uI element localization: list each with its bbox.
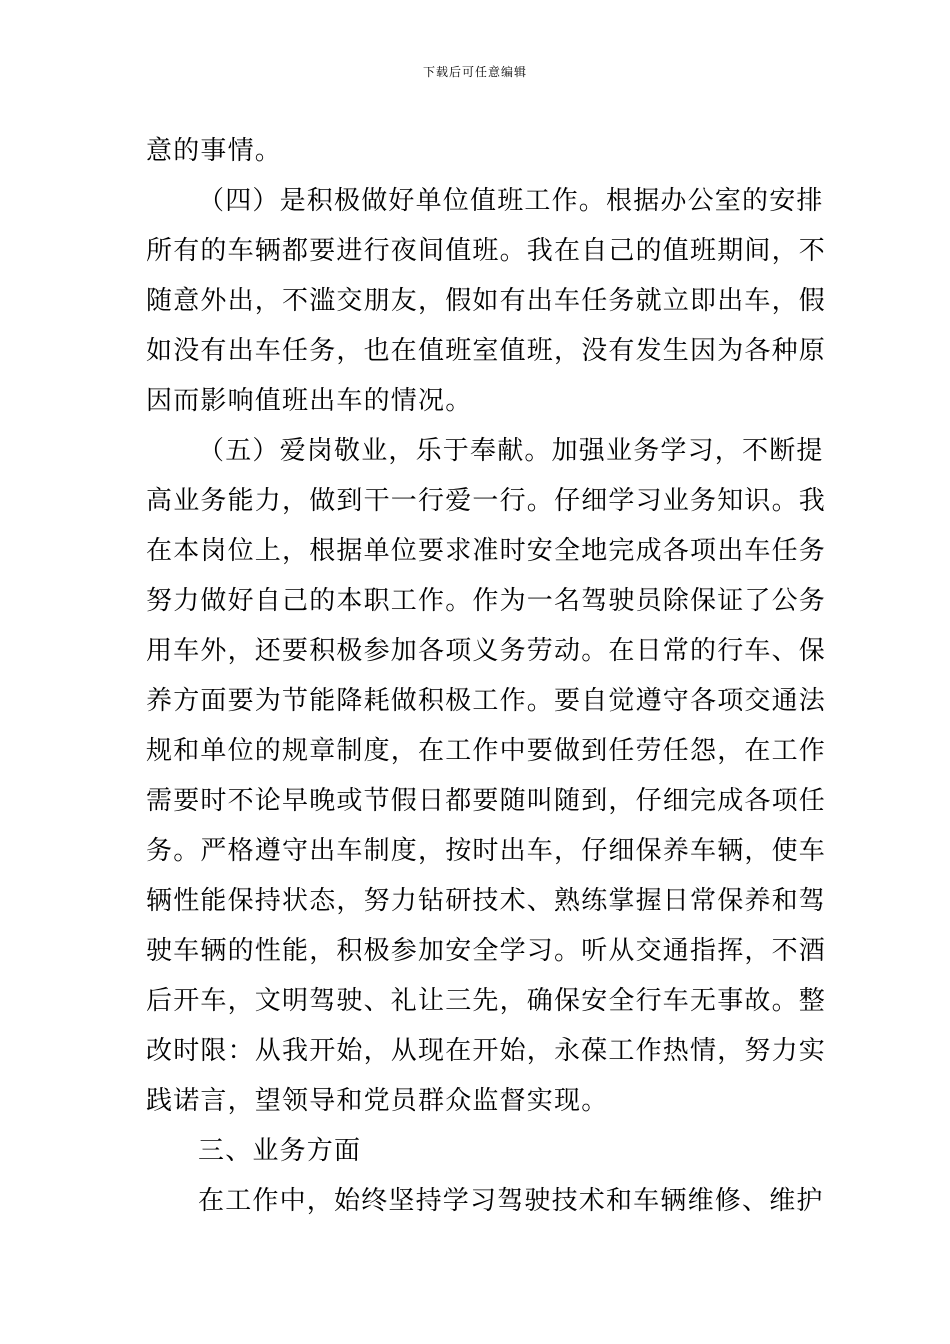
text-line: 务。严格遵守出车制度，按时出车，仔细保养车辆，使车 (146, 836, 827, 866)
text-line: 意的事情。 (146, 136, 283, 166)
text-line: 如没有出车任务，也在值班室值班，没有发生因为各种原 (146, 336, 827, 366)
text-line: 在本岗位上，根据单位要求准时安全地完成各项出车任务 (146, 536, 827, 566)
text-line: 用车外，还要积极参加各项义务劳动。在日常的行车、保 (146, 636, 827, 666)
text-line: 养方面要为节能降耗做积极工作。要自觉遵守各项交通法 (146, 686, 827, 716)
page-header-note: 下载后可任意编辑 (422, 65, 527, 79)
text-line: 驶车辆的性能，积极参加安全学习。听从交通指挥，不酒 (146, 936, 827, 966)
text-line: 改时限：从我开始，从现在开始，永葆工作热情，努力实 (146, 1036, 827, 1066)
text-line: 需要时不论早晚或节假日都要随叫随到，仔细完成各项任 (146, 786, 827, 816)
text-line: 随意外出，不滥交朋友，假如有出车任务就立即出车，假 (146, 286, 827, 316)
text-line: 因而影响值班出车的情况。 (146, 386, 473, 416)
section-heading: 三、业务方面 (198, 1136, 362, 1166)
text-line: 规和单位的规章制度，在工作中要做到任劳任怨，在工作 (146, 736, 827, 766)
text-line: （四）是积极做好单位值班工作。根据办公室的安排 (198, 186, 824, 216)
text-line: （五）爱岗敬业，乐于奉献。加强业务学习，不断提 (198, 436, 824, 466)
document-body (146, 126, 827, 1226)
text-line: 努力做好自己的本职工作。作为一名驾驶员除保证了公务 (146, 586, 827, 616)
text-line: 辆性能保持状态，努力钻研技术、熟练掌握日常保养和驾 (146, 886, 827, 916)
text-line: 践诺言，望领导和党员群众监督实现。 (146, 1086, 609, 1116)
text-line: 后开车，文明驾驶、礼让三先，确保安全行车无事故。整 (146, 986, 827, 1016)
text-line: 高业务能力，做到干一行爱一行。仔细学习业务知识。我 (146, 486, 827, 516)
text-line: 所有的车辆都要进行夜间值班。我在自己的值班期间，不 (146, 236, 827, 266)
text-line: 在工作中，始终坚持学习驾驶技术和车辆维修、维护 (198, 1186, 824, 1216)
